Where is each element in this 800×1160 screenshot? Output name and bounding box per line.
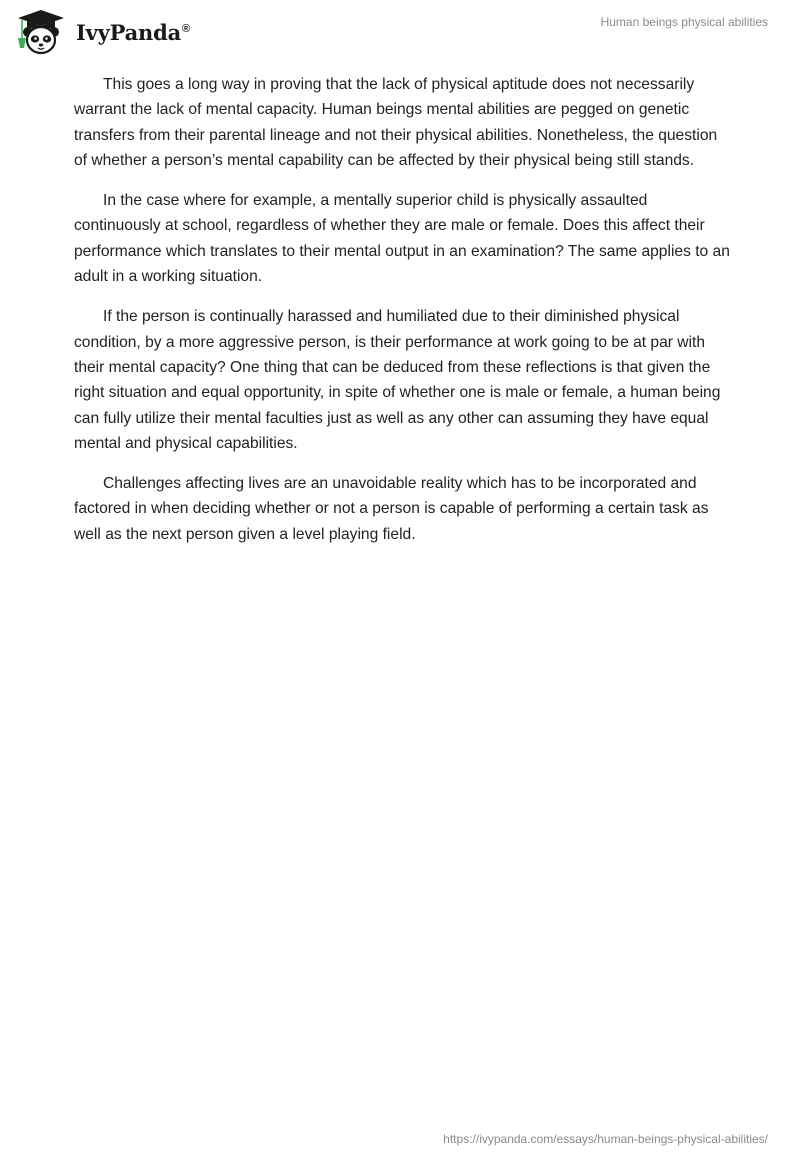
logo-text: IvyPanda bbox=[76, 19, 182, 45]
panda-graduate-icon bbox=[14, 8, 68, 56]
paragraph: Challenges affecting lives are an unavoidable reality which has to be incorporated and factored in when deciding whether or not a person is capable of performing a certain task as well as the next person given a level playing field. bbox=[74, 475, 709, 543]
registered-mark: ® bbox=[182, 22, 190, 35]
footer-url-link[interactable]: https://ivypanda.com/essays/human-beings-physical-abilities/ bbox=[443, 1132, 768, 1146]
paragraph: This goes a long way in proving that the lack of physical aptitude does not necessarily warrant the lack of mental capacity. Human beings mental abilities are pegged on genetic transfers from their parental lineage and not their physical abilities. Nonetheless, the question of whether a person’s mental capability can be affected by their physical being still stands. bbox=[74, 76, 718, 169]
paragraph: If the person is continually harassed and humiliated due to their diminished physical condition, by a more aggressive person, is their performance at work going to be at par with their mental capacity? One thing that can be deduced from these reflections is that given the right situation and equal opportunity, in spite of whether one is male or female, a human being can fully utilize their mental faculties just as well as any other can assuming they have equal mental and physical capabilities. bbox=[74, 308, 721, 452]
ivypanda-logo[interactable] bbox=[14, 8, 190, 56]
logo-wordmark bbox=[76, 20, 190, 45]
page-header bbox=[0, 0, 800, 60]
essay-body bbox=[74, 72, 734, 562]
paragraph: In the case where for example, a mentally superior child is physically assaulted continuously at school, regardless of whether they are male or female. Does this affect their performance which translates to their mental output in an examination? The same applies to an adult in a working situation. bbox=[74, 192, 730, 286]
document-title: Human beings physical abilities bbox=[600, 15, 768, 29]
